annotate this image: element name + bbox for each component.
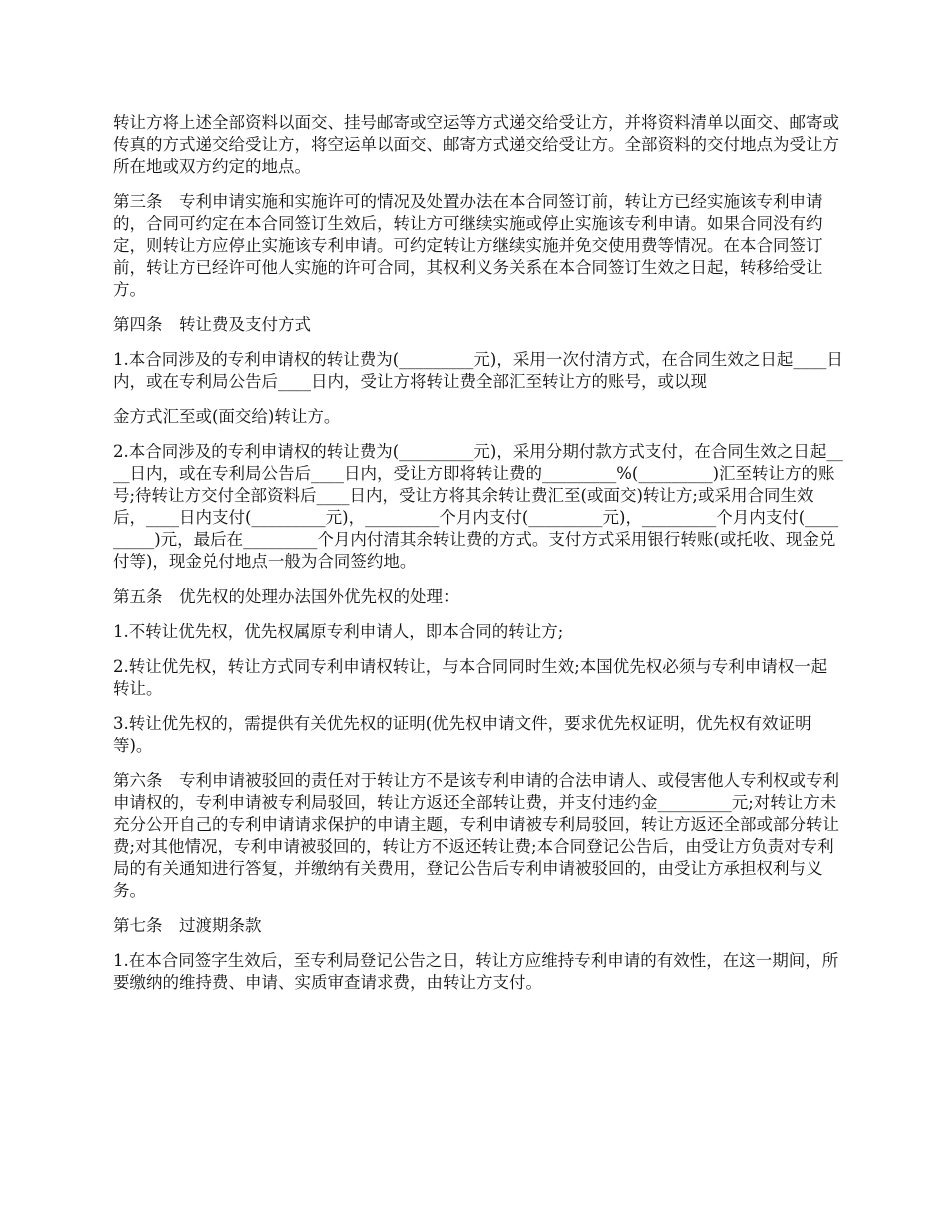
paragraph-article-5-item-3: 3.转让优先权的，需提供有关优先权的证明(优先权申请文件，要求优先权证明，优先权有效证明等)。	[113, 714, 812, 755]
heading-article-4: 第四条 转让费及支付方式	[113, 315, 311, 334]
paragraph-article-6: 第六条 专利申请被驳回的责任对于转让方不是该专利申请的合法申请人、或侵害他人专利权或专利申请权的，专利申请被专利局驳回，转让方返还全部转让费，并支付违约金_________元;对转让方未充分公开自己的专利申请请求保护的申请主题，专利申请被专利局驳回，转让方返还全部或部分转让费;对其他情况，专利申请被驳回的，转让方不返还转让费;本合同登记公告后，由受让方负责对专利局的有关通知进行答复，并缴纳有关费用，登记公告后专利申请被驳回的，由受让方承担权利与义务。	[113, 771, 839, 900]
heading-article-7: 第七条 过渡期条款	[113, 916, 262, 935]
paragraph-article-4-item-1-cont: 金方式汇至或(面交给)转让方。	[113, 407, 341, 426]
paragraph-article-3: 第三条 专利申请实施和实施许可的情况及处置办法在本合同签订前，转让方已经实施该专利申请的，合同可约定在本合同签订生效后，转让方可继续实施或停止实施该专利申请。如果合同没有约定，则转让方应停止实施该专利申请。可约定转让方继续实施并免交使用费等情况。在本合同签订前，转让方已经许可他人实施的许可合同，其权利义务关系在本合同签订生效之日起，转移给受让方。	[113, 192, 823, 299]
paragraph-article-4-item-1: 1.本合同涉及的专利申请权的转让费为(_________元)，采用一次付清方式，在合同生效之日起____日内，或在专利局公告后____日内，受让方将转让费全部汇至转让方的账号，或以现	[113, 350, 843, 391]
paragraph-article-4-item-2: 2.本合同涉及的专利申请权的转让费为(_________元)，采用分期付款方式支付，在合同生效之日起____日内，或在专利局公告后____日内，受让方即将转让费的_________%(_________)汇至转让方的账号;待转让方交付全部资料后____日内，受让方将其余转让费汇至(或面交)转让方;或采用合同生效后，____日内支付(_________元)，_________个月内支付(_________元)，_________个月内支付(_________)元，最后在_________个月内付清其余转让费的方式。支付方式采用银行转账(或托收、现金兑付等)，现金兑付地点一般为合同签约地。	[113, 442, 843, 571]
paragraph-article-5-item-1: 1.不转让优先权，优先权属原专利申请人，即本合同的转让方;	[113, 622, 564, 641]
document-body	[113, 112, 843, 1007]
paragraph-article-5-item-2: 2.转让优先权，转让方式同专利申请权转让，与本合同同时生效;本国优先权必须与专利申请权一起转让。	[113, 657, 828, 698]
paragraph-materials-delivery: 转让方将上述全部资料以面交、挂号邮寄或空运等方式递交给受让方，并将资料清单以面交、邮寄或传真的方式递交给受让方，将空运单以面交、邮寄方式递交给受让方。全部资料的交付地点为受让方所在地或双方约定的地点。	[113, 113, 839, 176]
heading-article-5: 第五条 优先权的处理办法国外优先权的处理：	[113, 587, 460, 606]
paragraph-article-7-item-1: 1.在本合同签字生效后，至专利局登记公告之日，转让方应维持专利申请的有效性，在这一期间，所要缴纳的维持费、申请、实质审查请求费，由转让方支付。	[113, 951, 839, 992]
